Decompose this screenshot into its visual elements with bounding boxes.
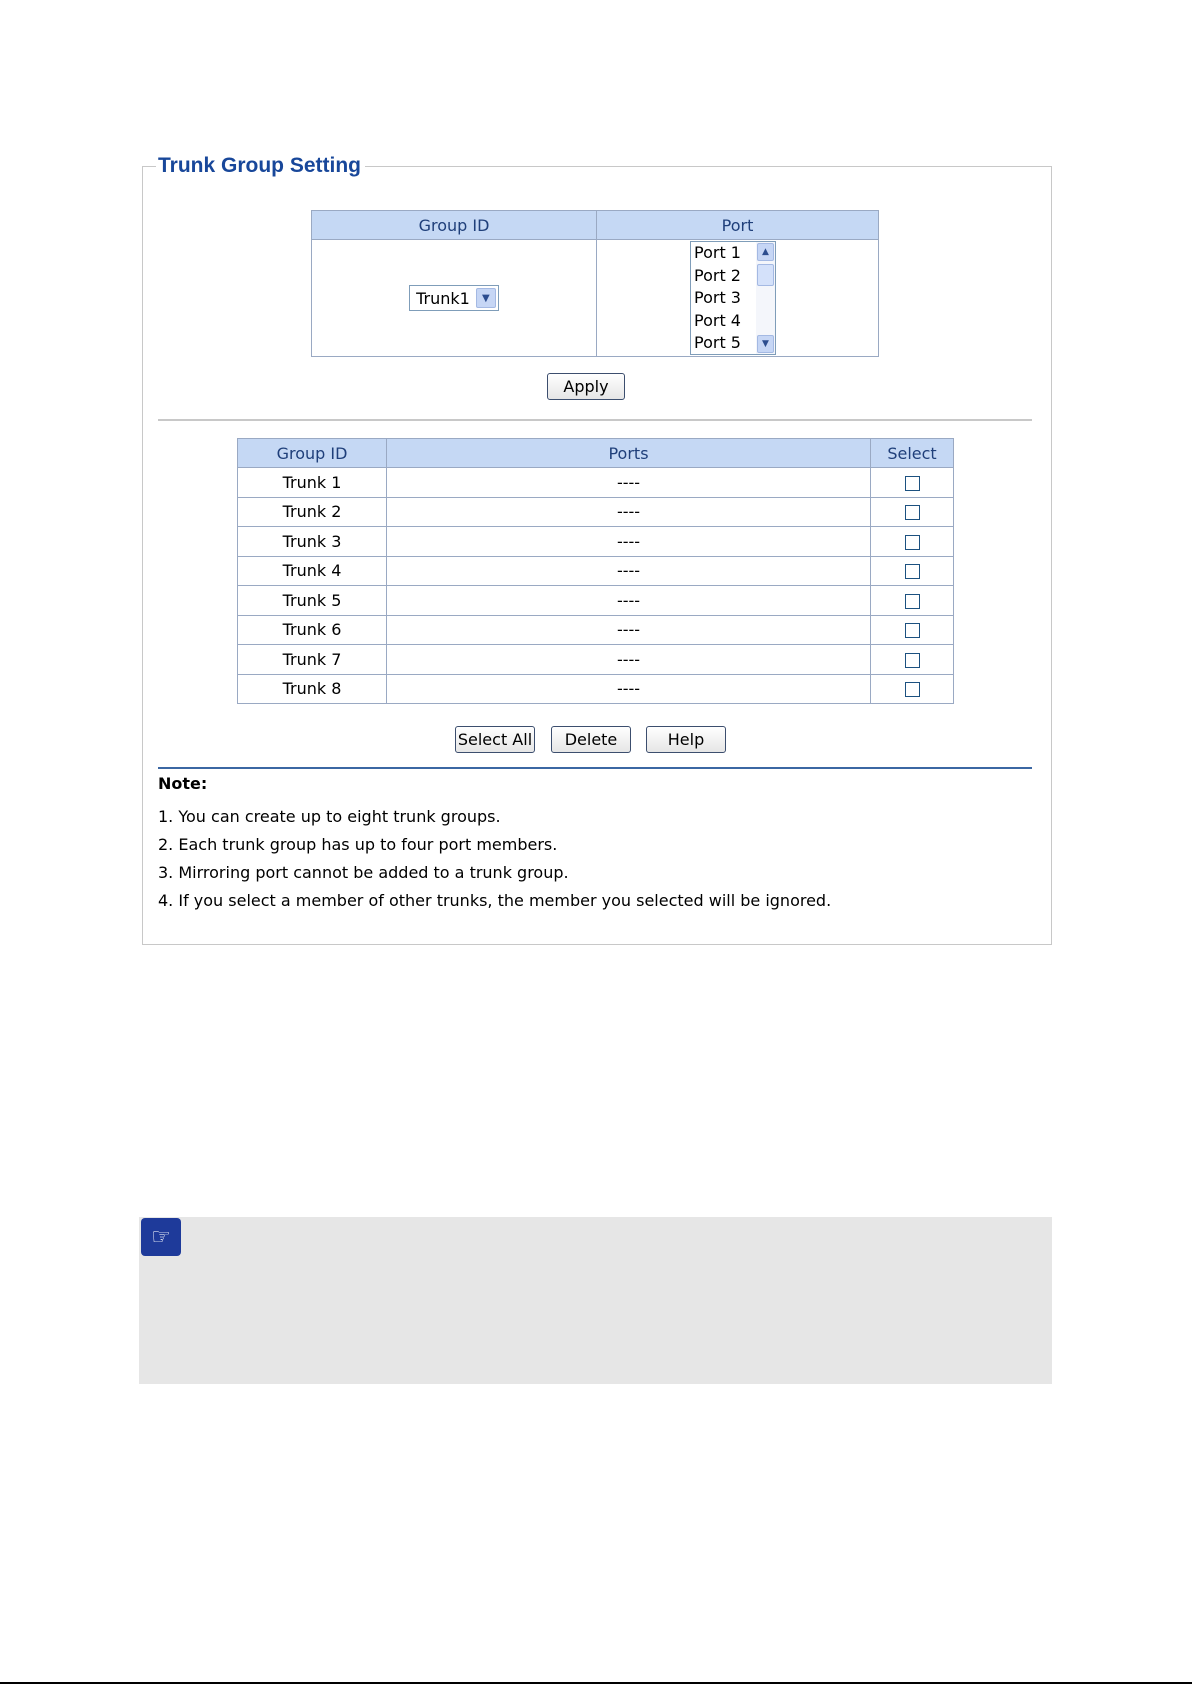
trunk-group-id: Trunk 2: [238, 497, 387, 527]
col-ports: Ports: [387, 439, 871, 468]
apply-button[interactable]: Apply: [547, 373, 625, 400]
trunk-ports: ----: [387, 556, 871, 586]
trunk-group-id: Trunk 7: [238, 645, 387, 675]
port-list-scrollbar[interactable]: [756, 242, 775, 354]
scroll-down-icon[interactable]: ▼: [757, 335, 774, 353]
panel-title: Trunk Group Setting: [156, 154, 365, 178]
select-checkbox[interactable]: [905, 535, 920, 550]
select-checkbox[interactable]: [905, 564, 920, 579]
col-port: Port: [597, 211, 879, 240]
col-group-id: Group ID: [238, 439, 387, 468]
group-select-cell: [312, 240, 597, 357]
trunk-ports: ----: [387, 586, 871, 616]
select-checkbox[interactable]: [905, 505, 920, 520]
select-checkbox[interactable]: [905, 476, 920, 491]
select-checkbox[interactable]: [905, 623, 920, 638]
select-cell: [871, 586, 954, 616]
trunk-ports: ----: [387, 645, 871, 675]
table-row: [238, 586, 954, 616]
select-cell: [871, 645, 954, 675]
trunk-ports: ----: [387, 615, 871, 645]
port-option[interactable]: Port 5: [694, 333, 741, 353]
port-option[interactable]: Port 4: [694, 310, 741, 330]
page-bottom-rule: [0, 1682, 1192, 1684]
note-item: 4. If you select a member of other trunks, the member you selected will be ignored.: [158, 891, 832, 910]
trunk-group-id: Trunk 8: [238, 674, 387, 704]
note-divider: [158, 767, 1032, 769]
trunk-group-id: Trunk 3: [238, 527, 387, 557]
trunk-group-id: Trunk 6: [238, 615, 387, 645]
table-row: [238, 497, 954, 527]
select-checkbox[interactable]: [905, 682, 920, 697]
port-option[interactable]: Port 1: [694, 243, 741, 262]
divider: [158, 419, 1032, 421]
table-row: [238, 468, 954, 498]
trunk-group-id: Trunk 5: [238, 586, 387, 616]
select-cell: [871, 615, 954, 645]
note-item: 3. Mirroring port cannot be added to a trunk group.: [158, 863, 569, 882]
trunk-ports: ----: [387, 527, 871, 557]
select-cell: [871, 674, 954, 704]
trunk-group-id: Trunk 1: [238, 468, 387, 498]
note-box: [139, 1217, 1052, 1384]
group-id-select[interactable]: [409, 285, 499, 311]
table-row: [238, 645, 954, 675]
scroll-thumb[interactable]: [757, 264, 774, 286]
note-item: 2. Each trunk group has up to four port members.: [158, 835, 558, 854]
col-select: Select: [871, 439, 954, 468]
select-checkbox[interactable]: [905, 594, 920, 609]
port-option[interactable]: Port 3: [694, 288, 741, 308]
port-listbox[interactable]: [690, 241, 776, 355]
note-item: 1. You can create up to eight trunk groups.: [158, 807, 501, 826]
delete-button[interactable]: Delete: [551, 726, 631, 753]
trunk-list-table: [237, 438, 954, 704]
trunk-ports: ----: [387, 468, 871, 498]
select-cell: [871, 468, 954, 498]
trunk-ports: ----: [387, 497, 871, 527]
group-id-select-value: Trunk1: [416, 288, 470, 308]
table-row: [238, 674, 954, 704]
col-group-id: Group ID: [312, 211, 597, 240]
scroll-up-icon[interactable]: ▲: [757, 243, 774, 261]
note-title: Note:: [158, 774, 208, 793]
trunk-setting-table: [311, 210, 879, 357]
pointing-hand-icon: ☞: [141, 1218, 181, 1256]
table-row: [238, 556, 954, 586]
select-all-button[interactable]: Select All: [455, 726, 535, 753]
trunk-group-id: Trunk 4: [238, 556, 387, 586]
table-row: [238, 615, 954, 645]
select-cell: [871, 497, 954, 527]
select-cell: [871, 556, 954, 586]
trunk-ports: ----: [387, 674, 871, 704]
port-option[interactable]: Port 2: [694, 265, 741, 285]
table-row: [238, 527, 954, 557]
select-checkbox[interactable]: [905, 653, 920, 668]
select-cell: [871, 527, 954, 557]
chevron-down-icon[interactable]: ▼: [476, 288, 496, 308]
help-button[interactable]: Help: [646, 726, 726, 753]
